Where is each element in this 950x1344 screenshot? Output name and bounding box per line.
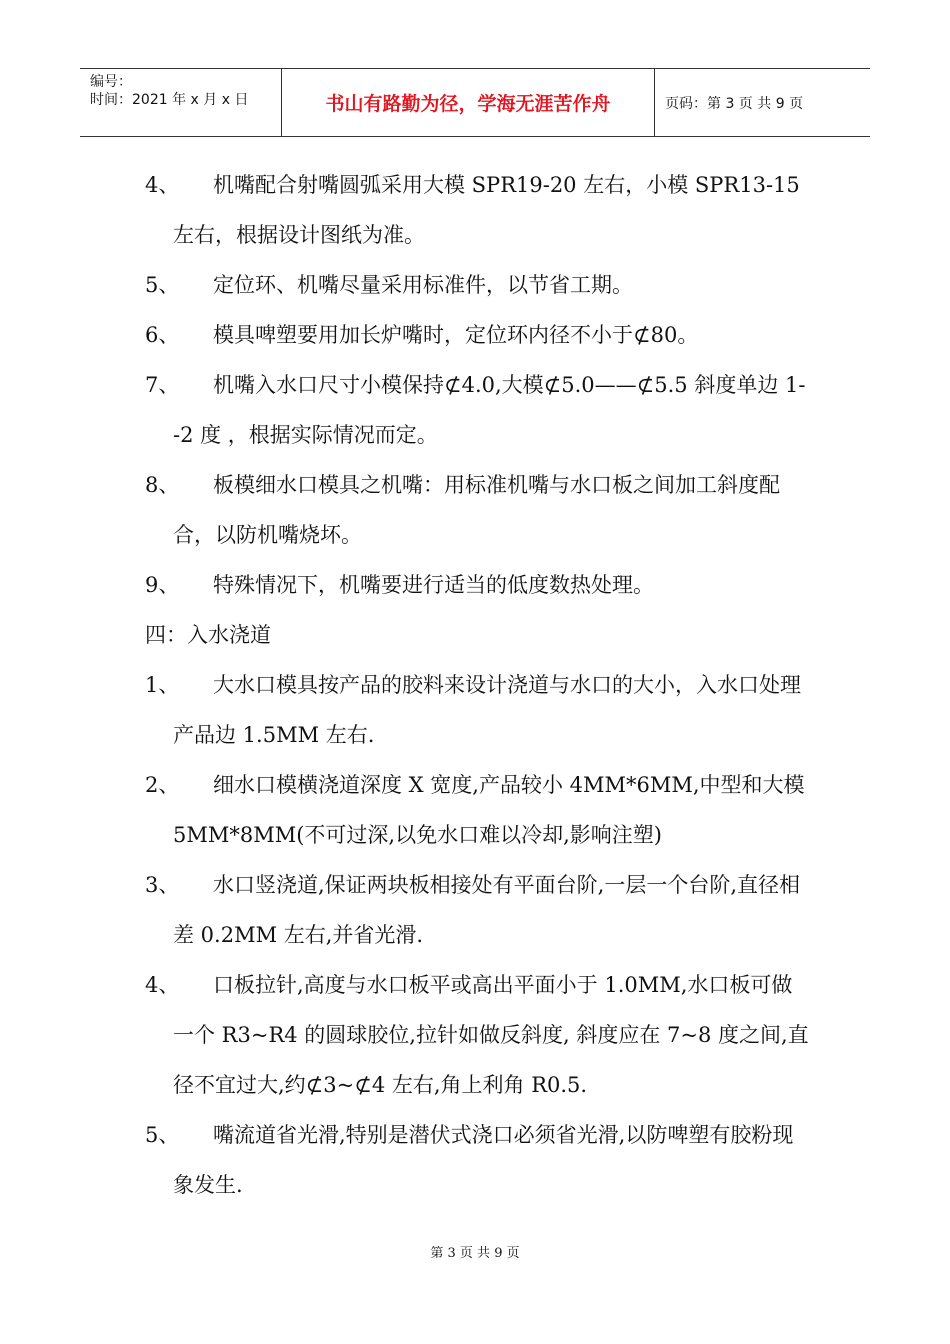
list-item-number: 1、 bbox=[145, 673, 180, 697]
list-item-text: 机嘴入水口尺寸小模保持⊄4.0,大模⊄5.0——⊄5.5 斜度单边 1--2 度 ，根据实际情况而定。 bbox=[173, 373, 806, 447]
list-item-number: 5、 bbox=[145, 1123, 180, 1147]
header-page-info: 页码：第 3 页 共 9 页 bbox=[665, 95, 804, 112]
list-item-number: 5、 bbox=[145, 273, 180, 297]
list-item bbox=[145, 460, 810, 560]
list-item-number: 4、 bbox=[145, 173, 180, 197]
list-item-number: 4、 bbox=[145, 973, 180, 997]
section-heading: 四：入水浇道 bbox=[145, 623, 271, 647]
header-motto: 书山有路勤为径，学海无涯苦作舟 bbox=[282, 69, 655, 136]
list-item bbox=[145, 360, 810, 460]
document-number-label: 编号： bbox=[90, 74, 132, 90]
page-footer: 第 3 页 共 9 页 bbox=[430, 1246, 520, 1261]
list-item bbox=[145, 160, 810, 260]
list-item-text: 特殊情况下，机嘴要进行适当的低度数热处理。 bbox=[213, 573, 654, 597]
document-date: 时间：2021 年 x 月 x 日 bbox=[90, 92, 249, 108]
list-item-text: 板模细水口模具之机嘴：用标准机嘴与水口板之间加工斜度配合，以防机嘴烧坏。 bbox=[173, 473, 780, 547]
header-meta bbox=[80, 69, 282, 136]
list-item bbox=[145, 560, 810, 610]
list-item bbox=[145, 760, 810, 860]
page-header bbox=[80, 68, 870, 137]
document-body bbox=[145, 160, 810, 1210]
list-item-text: 大水口模具按产品的胶料来设计浇道与水口的大小，入水口处理产品边 1.5MM 左右. bbox=[173, 673, 801, 747]
list-item-text: 机嘴配合射嘴圆弧采用大模 SPR19-20 左右，小模 SPR13-15 左右，根据设计图纸为准。 bbox=[173, 173, 800, 247]
list-item-number: 8、 bbox=[145, 473, 180, 497]
list-item bbox=[145, 310, 810, 360]
list-item-number: 6、 bbox=[145, 323, 180, 347]
list-item bbox=[145, 660, 810, 760]
list-item-number: 3、 bbox=[145, 873, 180, 897]
list-item-number: 7、 bbox=[145, 373, 180, 397]
list-item bbox=[145, 260, 810, 310]
list-item-text: 嘴流道省光滑,特别是潜伏式浇口必须省光滑,以防啤塑有胶粉现象发生. bbox=[173, 1123, 794, 1197]
list-item-text: 定位环、机嘴尽量采用标准件，以节省工期。 bbox=[213, 273, 633, 297]
list-item-text: 口板拉针,高度与水口板平或高出平面小于 1.0MM,水口板可做一个 R3~R4 的圆球胶位,拉针如做反斜度, 斜度应在 7~8 度之间,直径不宜过大,约⊄3~⊄4 左右,角上利角 R0.5. bbox=[173, 973, 809, 1097]
list-item-number: 9、 bbox=[145, 573, 180, 597]
list-item-number: 2、 bbox=[145, 773, 180, 797]
list-item-text: 水口竖浇道,保证两块板相接处有平面台阶,一层一个台阶,直径相差 0.2MM 左右,并省光滑. bbox=[173, 873, 801, 947]
list-item-text: 模具啤塑要用加长炉嘴时，定位环内径不小于⊄80。 bbox=[213, 323, 699, 347]
list-item bbox=[145, 860, 810, 960]
list-item bbox=[145, 1110, 810, 1210]
list-item-text: 细水口模横浇道深度 X 宽度,产品较小 4MM*6MM,中型和大模 5MM*8MM(不可过深,以免水口难以冷却,影响注塑) bbox=[173, 773, 805, 847]
list-item bbox=[145, 960, 810, 1110]
